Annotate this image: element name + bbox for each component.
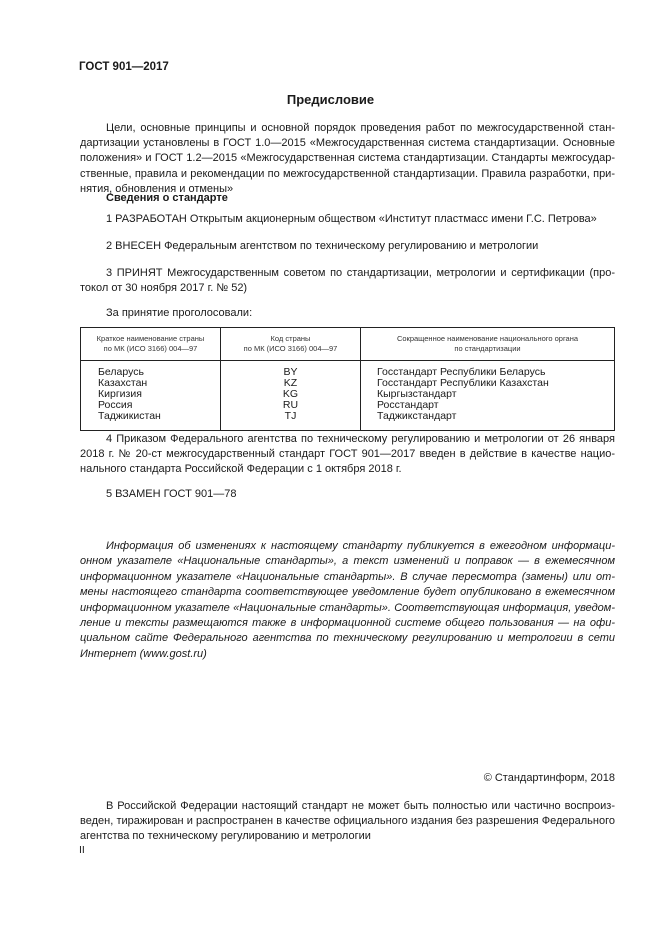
header-code: [221, 328, 361, 361]
voted-label: [80, 306, 615, 321]
country-name: Таджикистан: [98, 410, 161, 422]
notice-line: Информация об изменениях к настоящему стандарту публикуется в ежегодном информаци-: [106, 540, 615, 552]
page-title: Предисловие: [286, 92, 375, 107]
item-2: [80, 239, 615, 254]
document-id-header: ГОСТ 901—2017: [79, 61, 169, 73]
rights-line: веден, тиражирован и распространен в качестве официального издания без разрешения Федерального: [80, 815, 615, 828]
standards-body: Таджикстандарт: [377, 410, 457, 422]
item-4-line: 4 Приказом Федерального агентства по техническому регулированию и метрологии от 26 января: [106, 433, 615, 445]
country-name: Киргизия: [98, 388, 142, 400]
copyright-notice: © Стандартинформ, 2018: [483, 772, 615, 784]
body-cell: [361, 361, 615, 431]
notice-paragraph: [80, 539, 615, 662]
notice-line: Интернет (www.gost.ru): [80, 647, 207, 660]
item-3-line: 3 ПРИНЯТ Межгосударственным советом по стандартизации, метрологии и сертификации (про-: [106, 267, 615, 279]
standards-body: Госстандарт Республики Казахстан: [377, 377, 549, 389]
header-code-line: по МК (ИСО 3166) 004—97: [243, 344, 338, 353]
header-country-line: по МК (ИСО 3166) 004—97: [103, 344, 198, 353]
notice-line: информационном указателе «Национальные стандарты». В случае пересмотра (замены) или от-: [80, 570, 615, 583]
intro-line: Цели, основные принципы и основной порядок проведения работ по межгосударственной стан-: [106, 122, 615, 134]
intro-line: положения» и ГОСТ 1.2—2015 «Межгосударственная система стандартизации. Стандарты межгосудар-: [80, 152, 615, 165]
item-3: [80, 266, 615, 296]
country-code: TJ: [284, 410, 297, 422]
country-name: Беларусь: [98, 366, 144, 378]
country-cell: [81, 361, 221, 431]
item-2-text: 2 ВНЕСЕН Федеральным агентством по техническому регулированию и метрологии: [106, 240, 539, 252]
voting-table: [80, 327, 615, 431]
voted-label-text: За принятие проголосовали:: [106, 307, 253, 319]
country-code: KG: [282, 388, 299, 400]
header-code-line: Код страны: [270, 334, 311, 343]
item-5: [80, 487, 615, 502]
standards-body: Росстандарт: [377, 399, 439, 411]
item-3-line: токол от 30 ноября 2017 г. № 52): [80, 282, 248, 295]
intro-line: нятия, обновления и отмены»: [80, 182, 234, 195]
country-code: BY: [283, 366, 298, 378]
standards-body: Госстандарт Республики Беларусь: [377, 366, 546, 378]
country-code: KZ: [283, 377, 298, 389]
item-1-text: 1 РАЗРАБОТАН Открытым акционерным обществом «Институт пластмасс имени Г.С. Петрова»: [106, 213, 597, 225]
rights-line: В Российской Федерации настоящий стандарт не может быть полностью или частично воспроиз-: [106, 800, 615, 812]
intro-line: ственные, правила и рекомендации по межгосударственной стандартизации. Правила разработки, при-: [80, 167, 615, 180]
item-4-line: 2018 г. № 20-ст межгосударственный стандарт ГОСТ 901—2017 введен в действие в качестве нацио-: [80, 448, 615, 461]
standards-body: Кыргызстандарт: [377, 388, 457, 400]
intro-line: дартизации установлены в ГОСТ 1.0—2015 «Межгосударственная система стандартизации. Основные: [80, 137, 615, 150]
rights-line: агентства по техническому регулированию и метрологии: [80, 830, 371, 843]
header-country-line: Краткое наименование страны: [96, 334, 205, 343]
notice-line: ление и тексты размещаются также в информационной системе общего пользования — на офи-: [80, 617, 615, 630]
notice-line: мены настоящего стандарта соответствующее уведомление будет опубликовано в ежемесячном: [80, 586, 615, 599]
header-body-line: по стандартизации: [454, 344, 521, 353]
item-4-line: нального стандарта Российской Федерации с 1 октября 2018 г.: [80, 463, 402, 476]
page-number: II: [79, 844, 85, 856]
country-name: Россия: [98, 399, 133, 411]
code-cell: [221, 361, 361, 431]
item-4: [80, 432, 615, 478]
item-5-text: 5 ВЗАМЕН ГОСТ 901—78: [106, 488, 237, 500]
rights-paragraph: [80, 799, 615, 845]
country-code: RU: [282, 399, 299, 411]
notice-line: циальном сайте Федерального агентства по техническому регулированию и метрологии в сети: [80, 632, 615, 645]
header-body-line: Сокращенное наименование национального органа: [396, 334, 579, 343]
info-heading: Сведения о стандарте: [106, 192, 228, 204]
intro-paragraph: [80, 121, 615, 197]
item-1: [80, 212, 615, 227]
table-header-row: [81, 328, 615, 361]
header-body: [361, 328, 615, 361]
country-name: Казахстан: [98, 377, 148, 389]
header-country: [81, 328, 221, 361]
notice-line: информационном указателе «Национальные стандарты». Соответствующая информация, уведом-: [80, 601, 615, 614]
notice-line: онном указателе «Национальные стандарты», а текст изменений и поправок — в ежемесячном: [80, 555, 615, 568]
table-row: [81, 361, 615, 431]
